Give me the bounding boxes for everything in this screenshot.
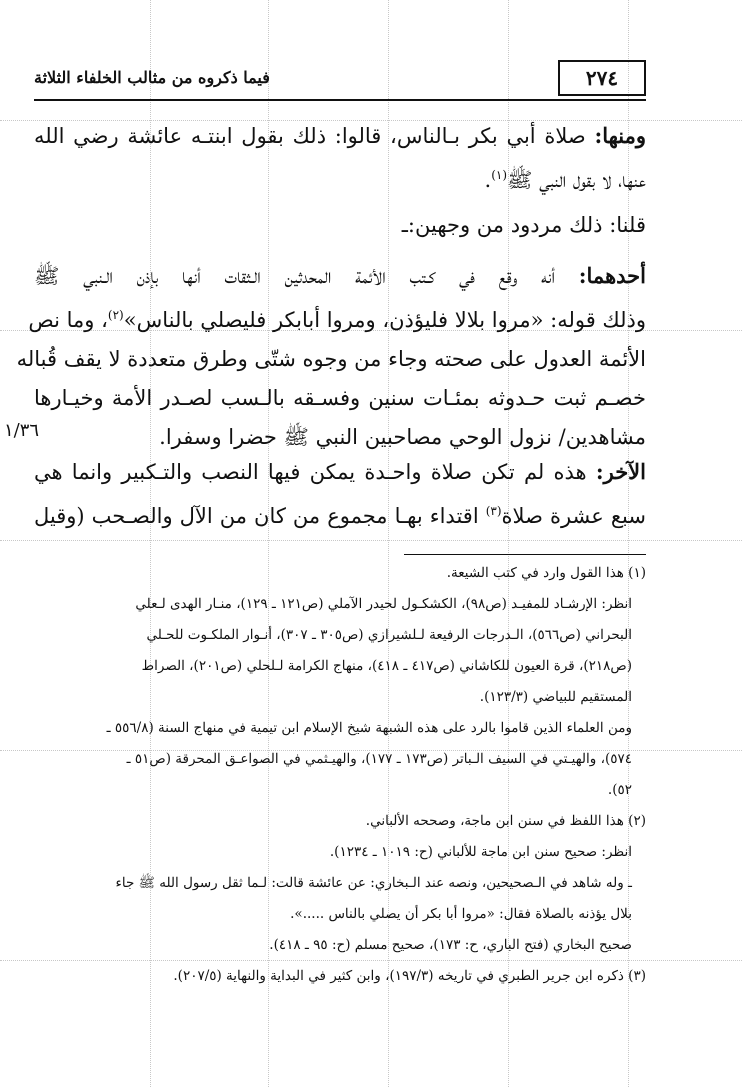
text-line — [34, 452, 646, 492]
line-text: الأئمة العدول على صحته وجاء من وجوه شتّى وطرق متعددة لا يقف قُباله — [16, 347, 646, 371]
line-text: سبع عشرة صلاة — [501, 504, 646, 528]
page-header — [34, 60, 646, 100]
text-line — [34, 156, 646, 200]
text-line — [16, 340, 646, 379]
paragraph-reply — [34, 206, 646, 245]
line-text: ، وما نص — [28, 308, 108, 332]
line-text: هذه لم تكن صلاة واحـدة يمكن فيها النصب والتـكبير وانما هي — [34, 460, 596, 484]
line-text: خصـم ثبت حـدوثه بمئـات سنين وفسـقه بالـسب لصـدر الأمة وخيـارها — [34, 386, 646, 410]
line-text: صلاة أبي بكر بـالناس، قالوا: ذلك بقول ابنتـه عائشة رضي الله — [34, 124, 595, 148]
line-text: عنها، لا بقول النبي ﷺ — [507, 168, 646, 192]
line-text: وذلك قوله: «مروا بلالا فليؤذن، ومروا أبابكر فليصلي بالناس» — [123, 308, 646, 332]
text-line — [34, 379, 646, 418]
footnote-marker[interactable]: (١) — [491, 168, 508, 182]
paragraph-objection — [34, 116, 646, 200]
paragraph-lead: الآخر: — [595, 459, 646, 484]
footnote-separator — [404, 554, 646, 555]
page-number-text: ٢٧٤ — [585, 66, 619, 90]
margin-note: ١/٣٦ — [4, 420, 40, 441]
footnote-line: المستقيم للبياضي (١٢٣/٣). — [479, 689, 632, 705]
text-line — [28, 296, 646, 340]
footnote-line: (٢) هذا اللفظ في سنن ابن ماجة، وصححه الألباني. — [365, 813, 646, 829]
text-line — [34, 492, 646, 536]
footnote-line: ومن العلماء الذين قاموا بالرد على هذه الشبهة شيخ الإسلام ابن تيمية في منهاج السنة (٥٥٦/٨ ـ — [106, 720, 632, 736]
scan-guide-line — [0, 540, 742, 541]
line-text: مشاهدين/ نزول الوحي مصاحبين النبي ﷺ حضرا وسفرا. — [159, 425, 646, 449]
running-title: فيما ذكروه من مثالب الخلفاء الثلاثة — [34, 68, 270, 87]
footnote-marker[interactable]: (٣) — [485, 504, 502, 518]
footnote-line: (١) هذا القول وارد في كتب الشيعة. — [446, 565, 646, 581]
footnote-line: صحيح البخاري (فتح الباري، ح: ١٧٣)، صحيح مسلم (ح: ٩٥ ـ ٤١٨). — [269, 937, 632, 953]
text-line — [34, 256, 646, 296]
footnote-line: البحراني (ص٥٦٦)، الـدرجات الرفيعة لـلشيرازي (ص٣٠٥ ـ ٣٠٧)، أنـوار الملكـوت للحـلي — [146, 627, 632, 643]
footnote-line: (ص٢١٨)، قرة العيون للكاشاني (ص٤١٧ ـ ٤١٨)، منهاج الكرامة لـلحلي (ص٢٠١)، الصراط — [141, 658, 632, 674]
header-rule — [34, 99, 646, 101]
footnote-marker[interactable]: (٢) — [107, 308, 124, 322]
footnote-line: ٥٧٤)، والهيـتي في السيف الـباتر (ص١٧٣ ـ ١٧٧)، والهيـثمي في الصواعـق المحرقة (ص٥١ ـ — [126, 751, 632, 767]
footnote-line: بلال يؤذنه بالصلاة فقال: «مروا أبا بكر أن يصلي بالناس .....». — [290, 906, 632, 922]
paragraph-second-response — [34, 452, 646, 536]
line-text: أنه وقع في كـتب الأئمة المحدثين الـثقات أنها بإذن الـنبي ﷺ — [34, 264, 579, 288]
footnote-line: (٣) ذكره ابن جرير الطبري في تاريخه (١٩٧/٣)، وابن كثير في البداية والنهاية (٢٠٧/٥). — [173, 968, 646, 984]
line-text: . — [484, 168, 492, 192]
page-number — [558, 60, 646, 96]
footnote-line: انظر: صحيح سنن ابن ماجة للألباني (ح: ١٠١٩ ـ ١٢٣٤). — [329, 844, 632, 860]
text-line — [34, 116, 646, 156]
footnote-line: ـ وله شاهد في الـصحيحين، ونصه عند الـبخاري: عن عائشة قالت: لـما ثقل رسول الله ﷺ جاء — [115, 875, 632, 891]
footnote-line: انظر: الإرشـاد للمفيـد (ص٩٨)، الكشكـول لحيدر الآملي (ص١٢١ ـ ١٢٩)، منـار الهدى لـعلي — [135, 596, 632, 612]
footnotes — [34, 558, 646, 992]
footnote-line: ٥٢). — [607, 782, 632, 798]
paragraph-lead: ومنها: — [594, 123, 646, 148]
line-text: قلنا: ذلك مردود من وجهين:ـ — [401, 213, 646, 237]
line-text: اقتداء بهـا مجموع من كان من الآل والصـحب (وقيل — [34, 504, 486, 528]
text-line — [34, 206, 646, 245]
paragraph-lead: أحدهما: — [578, 263, 646, 288]
